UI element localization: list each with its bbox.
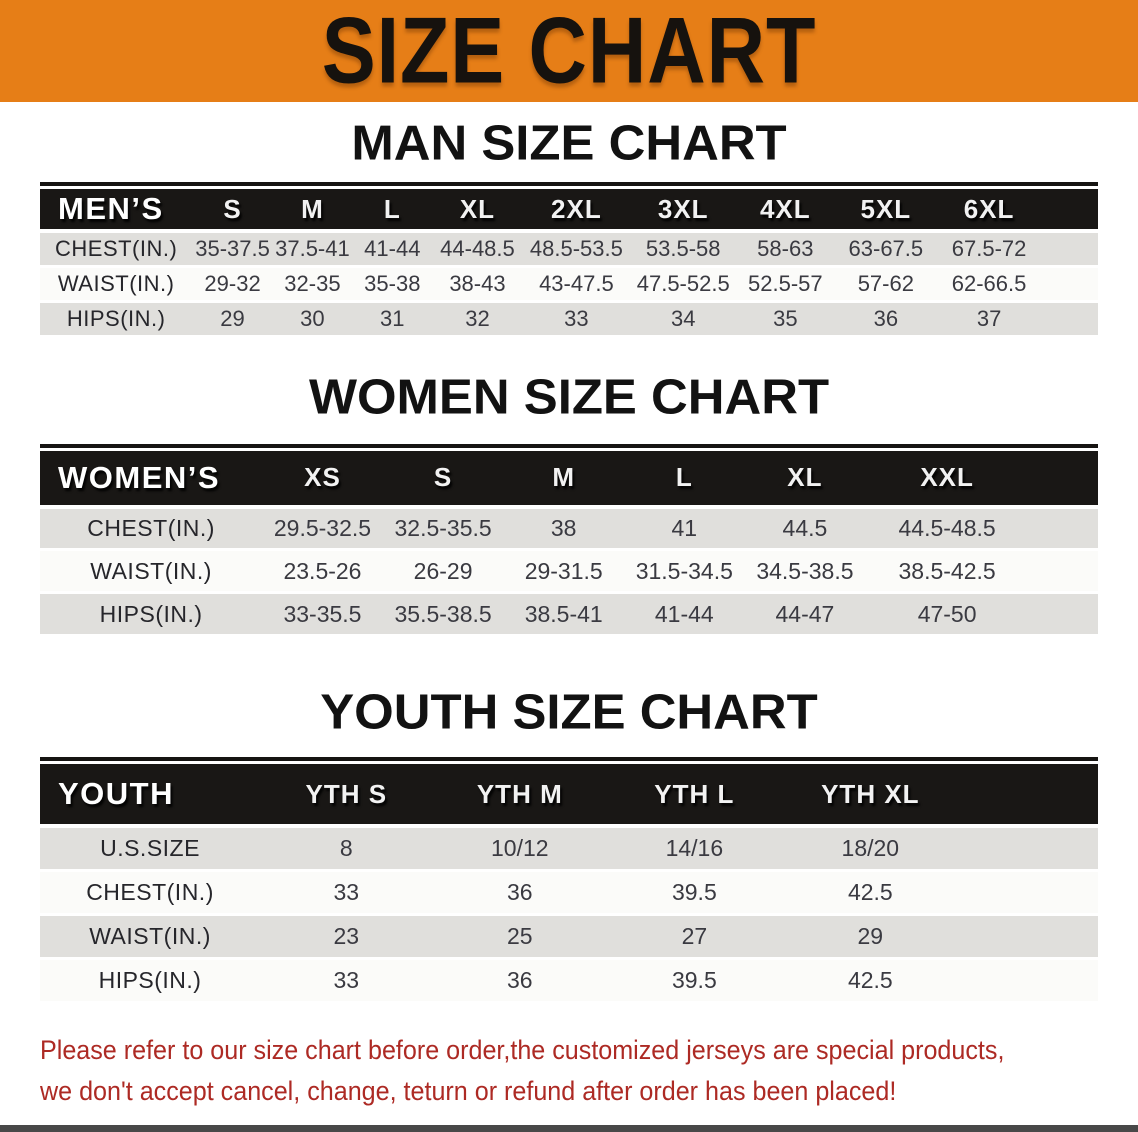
women-size-chart-section (0, 369, 1138, 638)
table-corner-label: MEN’S (40, 189, 192, 231)
measurement-value: 36 (835, 301, 938, 336)
measurement-value: 38.5-41 (503, 593, 624, 636)
measurement-row (40, 507, 1098, 550)
size-column-header: S (192, 189, 272, 231)
size-header-row (40, 764, 1098, 826)
measurement-label: CHEST(IN.) (40, 870, 260, 914)
size-column-header: XL (433, 189, 523, 231)
size-column-header: 4XL (736, 189, 834, 231)
measurement-label: CHEST(IN.) (40, 507, 262, 550)
measurement-row (40, 958, 1098, 1002)
measurement-value: 29-32 (192, 266, 272, 301)
measurement-value: 48.5-53.5 (522, 231, 630, 266)
measurement-value: 33 (522, 301, 630, 336)
measurement-value: 43-47.5 (522, 266, 630, 301)
youth-table-wrap (40, 757, 1098, 1004)
measurement-value: 41 (624, 507, 745, 550)
measurement-value: 32 (433, 301, 523, 336)
man-section-heading: MAN SIZE CHART (351, 116, 787, 171)
youth-size-chart-section (0, 685, 1138, 1004)
measurement-value: 44.5 (745, 507, 866, 550)
size-column-header: M (503, 451, 624, 507)
measurement-value: 63-67.5 (835, 231, 938, 266)
size-column-header: YTH S (260, 764, 432, 826)
measurement-value: 44-48.5 (433, 231, 523, 266)
youth-section-heading: YOUTH SIZE CHART (320, 685, 818, 740)
measurement-value: 57-62 (835, 266, 938, 301)
men-table-wrap (40, 182, 1098, 338)
youth-size-table (40, 764, 1098, 1004)
size-column-header: L (352, 189, 432, 231)
measurement-value: 26-29 (383, 550, 504, 593)
measurement-row (40, 826, 1098, 870)
measurement-value: 34 (630, 301, 736, 336)
measurement-value: 38 (503, 507, 624, 550)
measurement-value: 67.5-72 (937, 231, 1098, 266)
measurement-value: 35-37.5 (192, 231, 272, 266)
size-column-header: XXL (865, 451, 1098, 507)
order-policy-note (40, 1030, 1098, 1112)
measurement-value: 35 (736, 301, 834, 336)
measurement-label: WAIST(IN.) (40, 550, 262, 593)
measurement-value: 38.5-42.5 (865, 550, 1098, 593)
measurement-value: 52.5-57 (736, 266, 834, 301)
size-column-header: S (383, 451, 504, 507)
measurement-value: 58-63 (736, 231, 834, 266)
measurement-value: 35-38 (352, 266, 432, 301)
size-column-header: XL (745, 451, 866, 507)
measurement-value: 47-50 (865, 593, 1098, 636)
measurement-label: WAIST(IN.) (40, 266, 192, 301)
measurement-value: 36 (433, 958, 608, 1002)
size-column-header: XS (262, 451, 383, 507)
measurement-label: WAIST(IN.) (40, 914, 260, 958)
table-corner-label: YOUTH (40, 764, 260, 826)
note-line-1: Please refer to our size chart before order,the customized jerseys are special products, (40, 1034, 1005, 1065)
measurement-value: 18/20 (782, 826, 1098, 870)
measurement-row (40, 231, 1098, 266)
measurement-value: 32-35 (273, 266, 352, 301)
banner-title: SIZE CHART (321, 0, 817, 104)
measurement-value: 33 (260, 958, 432, 1002)
measurement-value: 32.5-35.5 (383, 507, 504, 550)
measurement-row (40, 870, 1098, 914)
measurement-value: 29.5-32.5 (262, 507, 383, 550)
measurement-value: 10/12 (433, 826, 608, 870)
measurement-value: 23.5-26 (262, 550, 383, 593)
measurement-value: 33-35.5 (262, 593, 383, 636)
measurement-value: 39.5 (607, 958, 782, 1002)
measurement-value: 25 (433, 914, 608, 958)
measurement-value: 37 (937, 301, 1098, 336)
measurement-value: 29-31.5 (503, 550, 624, 593)
size-column-header: M (273, 189, 352, 231)
measurement-value: 38-43 (433, 266, 523, 301)
table-corner-label: WOMEN’S (40, 451, 262, 507)
size-column-header: 6XL (937, 189, 1098, 231)
note-line-2: we don't accept cancel, change, teturn or refund after order has been placed! (40, 1075, 897, 1106)
men-table-topline (40, 182, 1098, 186)
measurement-value: 31 (352, 301, 432, 336)
measurement-value: 35.5-38.5 (383, 593, 504, 636)
measurement-value: 8 (260, 826, 432, 870)
measurement-value: 29 (192, 301, 272, 336)
measurement-label: HIPS(IN.) (40, 301, 192, 336)
measurement-value: 53.5-58 (630, 231, 736, 266)
size-column-header: L (624, 451, 745, 507)
measurement-value: 31.5-34.5 (624, 550, 745, 593)
measurement-value: 47.5-52.5 (630, 266, 736, 301)
women-section-heading: WOMEN SIZE CHART (308, 369, 830, 425)
size-column-header: 2XL (522, 189, 630, 231)
measurement-value: 23 (260, 914, 432, 958)
women-table-wrap (40, 444, 1098, 638)
bottom-edge-strip (0, 1125, 1138, 1132)
size-column-header: YTH L (607, 764, 782, 826)
youth-table-topline (40, 757, 1098, 761)
measurement-value: 37.5-41 (273, 231, 352, 266)
measurement-label: U.S.SIZE (40, 826, 260, 870)
measurement-value: 42.5 (782, 870, 1098, 914)
measurement-value: 14/16 (607, 826, 782, 870)
measurement-row (40, 266, 1098, 301)
women-table-topline (40, 444, 1098, 448)
measurement-value: 33 (260, 870, 432, 914)
measurement-row (40, 550, 1098, 593)
measurement-value: 29 (782, 914, 1098, 958)
measurement-row (40, 914, 1098, 958)
size-chart-banner (0, 0, 1138, 102)
measurement-value: 34.5-38.5 (745, 550, 866, 593)
size-column-header: 5XL (835, 189, 938, 231)
measurement-value: 30 (273, 301, 352, 336)
women-size-table (40, 451, 1098, 638)
measurement-label: HIPS(IN.) (40, 958, 260, 1002)
measurement-value: 39.5 (607, 870, 782, 914)
size-column-header: YTH M (433, 764, 608, 826)
measurement-value: 62-66.5 (937, 266, 1098, 301)
measurement-row (40, 593, 1098, 636)
measurement-row (40, 301, 1098, 336)
measurement-value: 41-44 (624, 593, 745, 636)
measurement-value: 44.5-48.5 (865, 507, 1098, 550)
measurement-value: 44-47 (745, 593, 866, 636)
man-size-chart-section (0, 116, 1138, 338)
size-column-header: 3XL (630, 189, 736, 231)
men-size-table (40, 189, 1098, 338)
size-header-row (40, 189, 1098, 231)
measurement-value: 36 (433, 870, 608, 914)
measurement-value: 27 (607, 914, 782, 958)
measurement-label: CHEST(IN.) (40, 231, 192, 266)
measurement-value: 41-44 (352, 231, 432, 266)
size-column-header: YTH XL (782, 764, 1098, 826)
measurement-value: 42.5 (782, 958, 1098, 1002)
size-header-row (40, 451, 1098, 507)
measurement-label: HIPS(IN.) (40, 593, 262, 636)
